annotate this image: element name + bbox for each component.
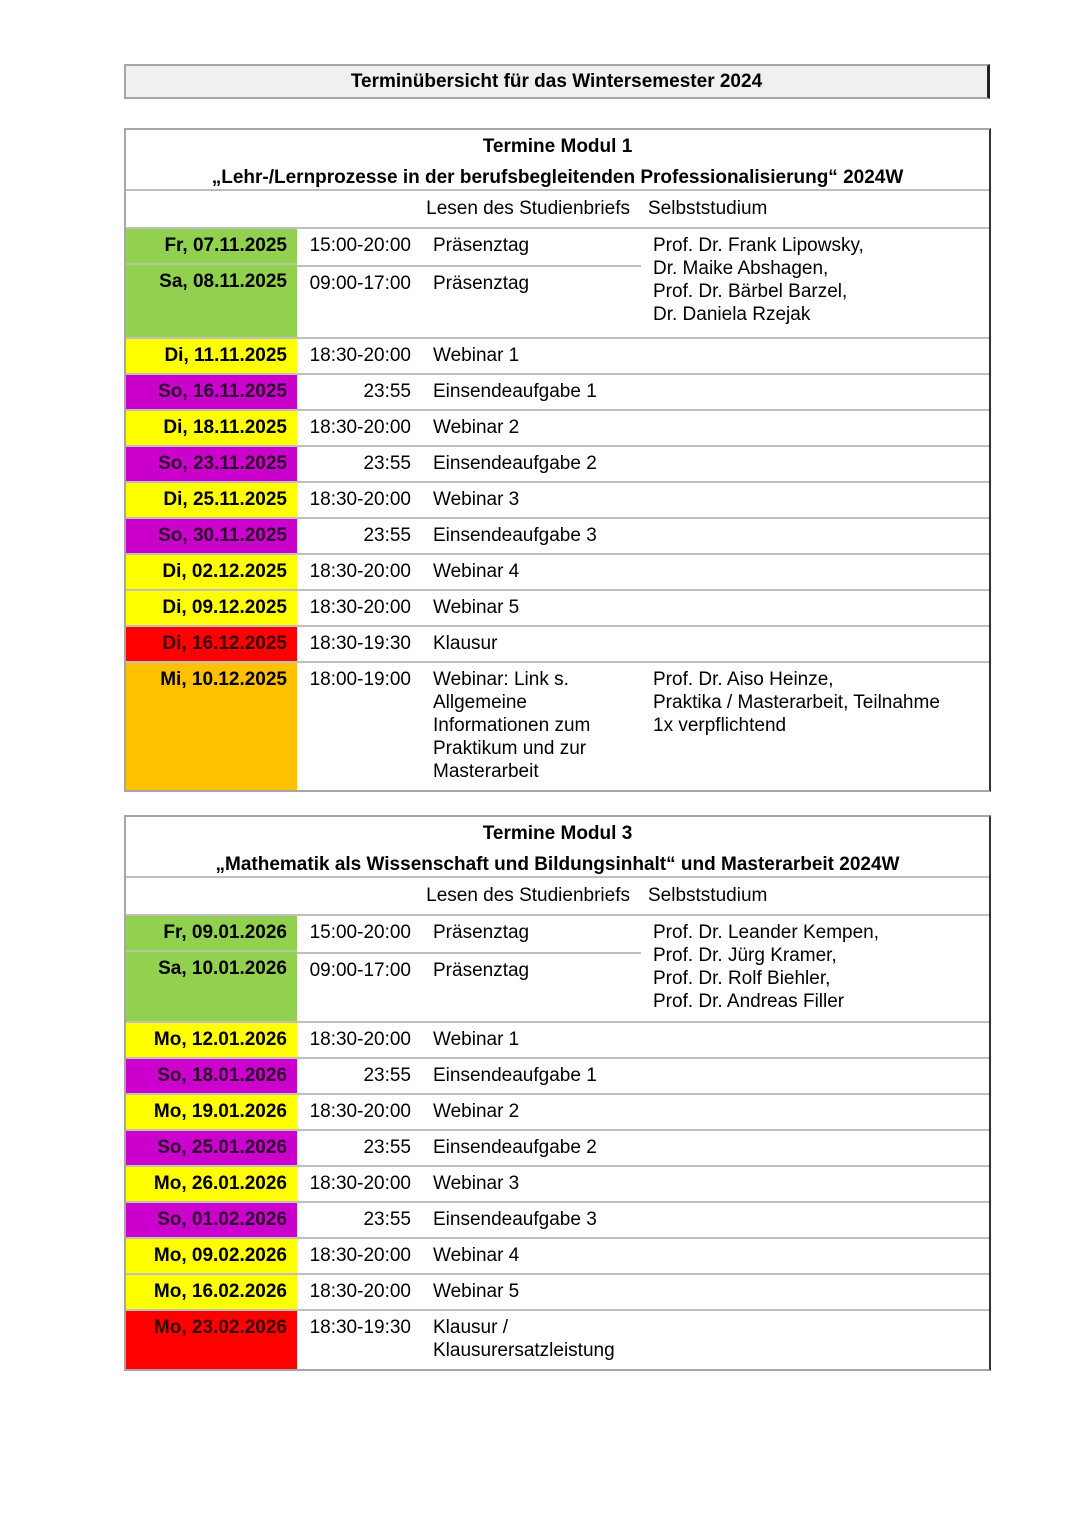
info-event	[423, 663, 641, 790]
row-time: 23:55	[363, 381, 411, 402]
info-people-line: Praktika / Masterarbeit, Teilnahme	[653, 692, 940, 713]
row-people	[641, 411, 989, 445]
module-1-column-headers	[126, 191, 989, 229]
info-people	[641, 663, 989, 790]
praesenz-event: Präsenztag	[433, 273, 530, 294]
row-event: Webinar 2	[433, 417, 520, 438]
praesenz-dates	[126, 916, 297, 1021]
schedule-row	[126, 1239, 989, 1275]
lecturer: Prof. Dr. Frank Lipowsky,	[653, 235, 864, 256]
lecturer: Prof. Dr. Bärbel Barzel,	[653, 281, 848, 302]
row-time: 23:55	[363, 1137, 411, 1158]
row-time: 18:30-20:00	[309, 1245, 411, 1266]
lecturer: Dr. Maike Abshagen,	[653, 258, 829, 279]
praesenz-date: Fr, 07.11.2025	[126, 229, 297, 265]
module-3-subtitle: „Mathematik als Wissenschaft und Bildungsinhalt“ und Masterarbeit 2024W	[215, 854, 900, 875]
column-header-reading: Lesen des Studienbriefs	[426, 198, 630, 219]
schedule-row	[126, 555, 989, 591]
row-time: 18:30-19:30	[309, 633, 411, 654]
row-people	[641, 1095, 989, 1129]
row-people	[641, 1203, 989, 1237]
row-people	[641, 483, 989, 517]
row-event: Klausur	[433, 633, 498, 654]
row-time: 18:30-20:00	[309, 1101, 411, 1122]
row-event: Webinar 1	[433, 345, 520, 366]
row-time: 23:55	[363, 453, 411, 474]
praesenz-row	[297, 954, 641, 990]
row-event: Webinar 4	[433, 1245, 520, 1266]
lecturer: Prof. Dr. Jürg Kramer,	[653, 945, 837, 966]
row-time: 23:55	[363, 525, 411, 546]
module-3-header	[126, 817, 989, 878]
row-time: 18:30-20:00	[309, 417, 411, 438]
row-people	[641, 447, 989, 481]
row-event: Einsendeaufgabe 2	[433, 1137, 597, 1158]
schedule-row	[126, 1131, 989, 1167]
exam-event-line: Klausur /	[433, 1317, 508, 1338]
schedule-row	[126, 1059, 989, 1095]
row-event: Einsendeaufgabe 1	[433, 381, 597, 402]
schedule-row	[126, 339, 989, 375]
praesenz-time: 09:00-17:00	[309, 273, 411, 294]
praesenz-date: Sa, 08.11.2025	[159, 271, 287, 292]
row-time: 18:30-20:00	[309, 561, 411, 582]
module-1-table	[124, 128, 991, 792]
module-1-header	[126, 130, 989, 191]
row-time: 18:30-20:00	[309, 1173, 411, 1194]
praesenz-event: Präsenztag	[433, 960, 530, 981]
exam-time: 18:30-19:30	[309, 1317, 411, 1338]
exam-event	[423, 1311, 641, 1369]
column-header-reading: Lesen des Studienbriefs	[426, 885, 630, 906]
row-people	[641, 627, 989, 661]
praesenz-lecturers	[641, 916, 989, 1021]
row-date: Mo, 26.01.2026	[126, 1167, 297, 1201]
praesenz-event: Präsenztag	[433, 922, 530, 943]
row-event: Webinar 2	[433, 1101, 520, 1122]
schedule-row	[126, 627, 989, 663]
lecturer: Prof. Dr. Andreas Filler	[653, 991, 845, 1012]
row-event: Einsendeaufgabe 1	[433, 1065, 597, 1086]
info-event-line: Allgemeine	[433, 692, 527, 713]
module-3-column-headers	[126, 878, 989, 916]
module-1-info-row	[126, 663, 989, 790]
row-event: Webinar 5	[433, 597, 520, 618]
lecturer: Dr. Daniela Rzejak	[653, 304, 811, 325]
exam-people	[641, 1311, 989, 1369]
row-time: 18:30-20:00	[309, 597, 411, 618]
row-date: So, 01.02.2026	[126, 1203, 297, 1237]
row-date: Mo, 19.01.2026	[126, 1095, 297, 1129]
row-people	[641, 1059, 989, 1093]
column-header-self-study: Selbststudium	[648, 885, 768, 906]
schedule-row	[126, 1167, 989, 1203]
module-3-praesenz-block	[126, 916, 989, 1023]
info-event-line: Informationen zum	[433, 715, 591, 736]
praesenz-lecturers	[641, 229, 989, 337]
document-title: Terminübersicht für das Wintersemester 2024	[124, 64, 990, 99]
row-time: 18:30-20:00	[309, 489, 411, 510]
row-time: 23:55	[363, 1209, 411, 1230]
praesenz-time: 15:00-20:00	[309, 922, 411, 943]
schedule-row	[126, 1203, 989, 1239]
schedule-row	[126, 483, 989, 519]
row-people	[641, 339, 989, 373]
info-event-line: Masterarbeit	[433, 761, 539, 782]
row-time: 18:30-20:00	[309, 1029, 411, 1050]
praesenz-row	[297, 229, 641, 267]
row-people	[641, 1167, 989, 1201]
row-event: Einsendeaufgabe 2	[433, 453, 597, 474]
module-3-heading: Termine Modul 3	[482, 823, 633, 844]
module-1-heading: Termine Modul 1	[482, 136, 633, 157]
row-date: Di, 25.11.2025	[126, 483, 297, 517]
row-people	[641, 555, 989, 589]
row-people	[641, 375, 989, 409]
row-people	[641, 1275, 989, 1309]
row-event: Webinar 3	[433, 489, 520, 510]
praesenz-time: 15:00-20:00	[309, 235, 411, 256]
row-event: Webinar 3	[433, 1173, 520, 1194]
info-event-line: Webinar: Link s.	[433, 669, 569, 690]
row-event: Webinar 4	[433, 561, 520, 582]
row-people	[641, 1131, 989, 1165]
module-1-praesenz-block	[126, 229, 989, 339]
row-people	[641, 591, 989, 625]
lecturer: Prof. Dr. Leander Kempen,	[653, 922, 880, 943]
row-event: Einsendeaufgabe 3	[433, 525, 597, 546]
row-time: 18:30-20:00	[309, 345, 411, 366]
praesenz-date: Fr, 09.01.2026	[126, 916, 297, 952]
module-3-table	[124, 815, 991, 1371]
row-date: Di, 02.12.2025	[126, 555, 297, 589]
info-event-line: Praktikum und zur	[433, 738, 587, 759]
row-time: 23:55	[363, 1065, 411, 1086]
row-people	[641, 1239, 989, 1273]
praesenz-date: Sa, 10.01.2026	[158, 958, 287, 979]
lecturer: Prof. Dr. Rolf Biehler,	[653, 968, 831, 989]
schedule-row	[126, 1275, 989, 1311]
info-date: Mi, 10.12.2025	[126, 663, 297, 790]
schedule-row	[126, 591, 989, 627]
row-date: Di, 11.11.2025	[126, 339, 297, 373]
row-date: So, 16.11.2025	[126, 375, 297, 409]
row-date: Mo, 09.02.2026	[126, 1239, 297, 1273]
row-date: Di, 18.11.2025	[126, 411, 297, 445]
praesenz-row	[297, 916, 641, 954]
schedule-row	[126, 1095, 989, 1131]
row-date: Mo, 16.02.2026	[126, 1275, 297, 1309]
row-date: Mo, 12.01.2026	[126, 1023, 297, 1057]
exam-date: Mo, 23.02.2026	[126, 1311, 297, 1369]
column-header-self-study: Selbststudium	[648, 198, 768, 219]
row-event: Einsendeaufgabe 3	[433, 1209, 597, 1230]
info-people-line: Prof. Dr. Aiso Heinze,	[653, 669, 834, 690]
row-event: Webinar 5	[433, 1281, 520, 1302]
module-1-subtitle: „Lehr-/Lernprozesse in der berufsbegleitenden Professionalisierung“ 2024W	[211, 167, 904, 188]
row-people	[641, 519, 989, 553]
info-time: 18:00-19:00	[309, 669, 411, 690]
praesenz-dates	[126, 229, 297, 337]
praesenz-time: 09:00-17:00	[309, 960, 411, 981]
exam-event-line: Klausurersatzleistung	[433, 1340, 615, 1361]
info-people-line: 1x verpflichtend	[653, 715, 787, 736]
row-date: So, 25.01.2026	[126, 1131, 297, 1165]
schedule-row	[126, 447, 989, 483]
row-time: 18:30-20:00	[309, 1281, 411, 1302]
schedule-row	[126, 1023, 989, 1059]
row-date: So, 30.11.2025	[126, 519, 297, 553]
row-date: So, 18.01.2026	[126, 1059, 297, 1093]
row-date: Di, 09.12.2025	[126, 591, 297, 625]
schedule-row	[126, 375, 989, 411]
row-date: Di, 16.12.2025	[126, 627, 297, 661]
row-people	[641, 1023, 989, 1057]
praesenz-row	[297, 267, 641, 303]
praesenz-event: Präsenztag	[433, 235, 530, 256]
schedule-row	[126, 519, 989, 555]
schedule-row	[126, 411, 989, 447]
row-event: Webinar 1	[433, 1029, 520, 1050]
row-date: So, 23.11.2025	[126, 447, 297, 481]
module-3-exam-row	[126, 1311, 989, 1369]
